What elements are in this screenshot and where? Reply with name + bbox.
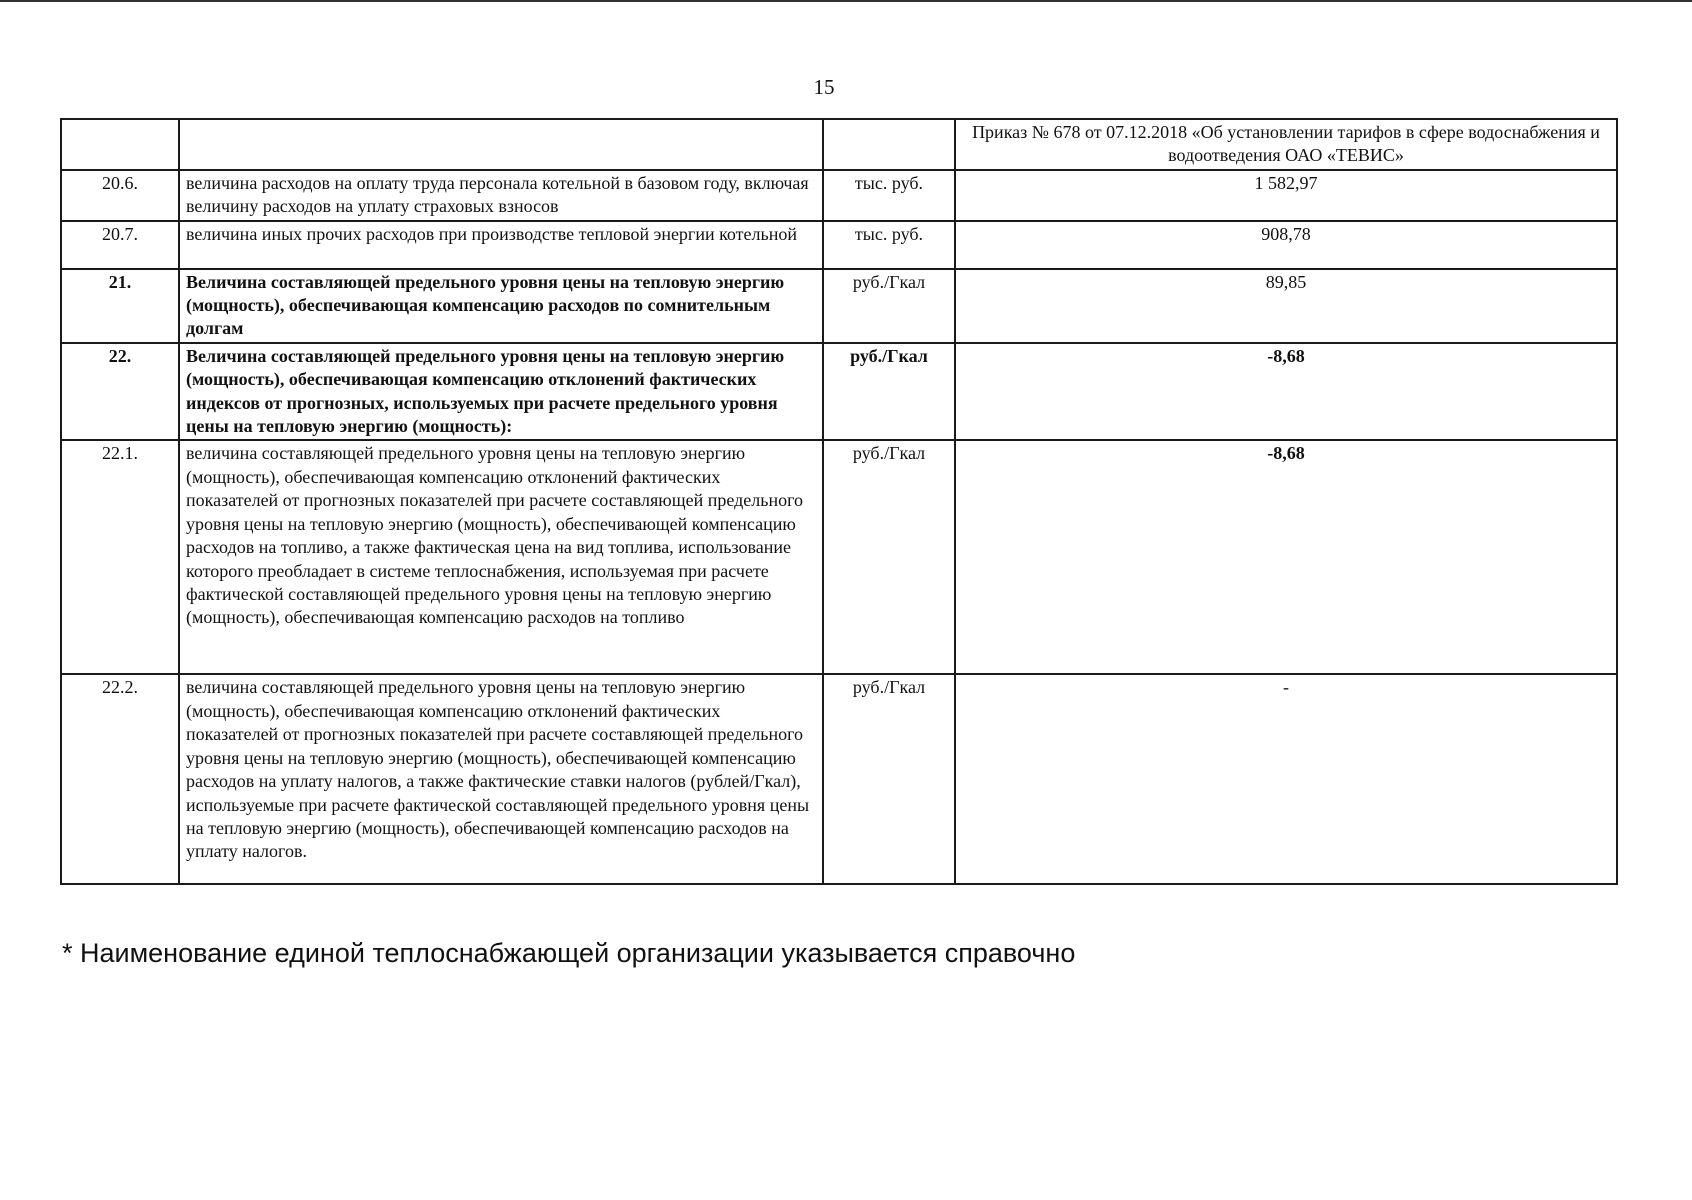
row-unit: руб./Гкал [823,440,955,674]
row-unit: руб./Гкал [823,269,955,343]
header-desc-cell [179,119,823,170]
row-num: 22. [61,343,179,441]
row-value: 89,85 [955,269,1617,343]
row-value: -8,68 [955,343,1617,441]
top-rule [0,0,1692,2]
row-unit: руб./Гкал [823,343,955,441]
row-description: Величина составляющей предельного уровня цены на тепловую энергию (мощность), обеспечивающая компенсацию отклонений фактических индексов от прогнозных, используемых при расчете предельного уровня цены на тепловую энергию (мощность): [179,343,823,441]
row-num: 20.7. [61,221,179,269]
table-header-row [61,119,1617,170]
row-description: величина расходов на оплату труда персонала котельной в базовом году, включая величину расходов на уплату страховых взносов [179,170,823,221]
footnote: * Наименование единой теплоснабжающей организации указывается справочно [62,938,1076,968]
row-num: 21. [61,269,179,343]
table-row [61,269,1617,343]
row-value: 908,78 [955,221,1617,269]
row-description: величина составляющей предельного уровня цены на тепловую энергию (мощность), обеспечивающая компенсацию отклонений фактических показателей от прогнозных показателей при расчете составляющей предельного уровня цены на тепловую энергию (мощность), обеспечивающей компенсацию расходов на топливо, а также фактическая цена на вид топлива, использование которого преобладает в системе теплоснабжения, используемая при расчете фактической составляющей предельного уровня цены на тепловую энергию (мощность), обеспечивающая компенсацию расходов на топливо [179,440,823,674]
row-num: 22.1. [61,440,179,674]
header-num-cell [61,119,179,170]
row-num: 20.6. [61,170,179,221]
row-value: 1 582,97 [955,170,1617,221]
table-row [61,440,1617,674]
header-order-cell: Приказ № 678 от 07.12.2018 «Об установлении тарифов в сфере водоснабжения и водоотведения ОАО «ТЕВИС» [955,119,1617,170]
row-description: величина иных прочих расходов при производстве тепловой энергии котельной [179,221,823,269]
row-description: величина составляющей предельного уровня цены на тепловую энергию (мощность), обеспечивающая компенсацию отклонений фактических показателей от прогнозных показателей при расчете составляющей предельного уровня цены на тепловую энергию (мощность), обеспечивающей компенсацию расходов на уплату налогов, а также фактические ставки налогов (рублей/Гкал), используемые при расчете фактической составляющей предельного уровня цены на тепловую энергию (мощность), обеспечивающей компенсацию расходов на уплату налогов. [179,674,823,884]
row-num: 22.2. [61,674,179,884]
row-unit: руб./Гкал [823,674,955,884]
table-row [61,170,1617,221]
row-value: -8,68 [955,440,1617,674]
table-row [61,343,1617,441]
row-unit: тыс. руб. [823,221,955,269]
row-unit: тыс. руб. [823,170,955,221]
header-unit-cell [823,119,955,170]
table-row [61,674,1617,884]
row-description: Величина составляющей предельного уровня цены на тепловую энергию (мощность), обеспечивающая компенсацию расходов по сомнительным долгам [179,269,823,343]
tariff-table [60,118,1618,885]
table-row [61,221,1617,269]
page-number: 15 [813,75,835,99]
row-value: - [955,674,1617,884]
